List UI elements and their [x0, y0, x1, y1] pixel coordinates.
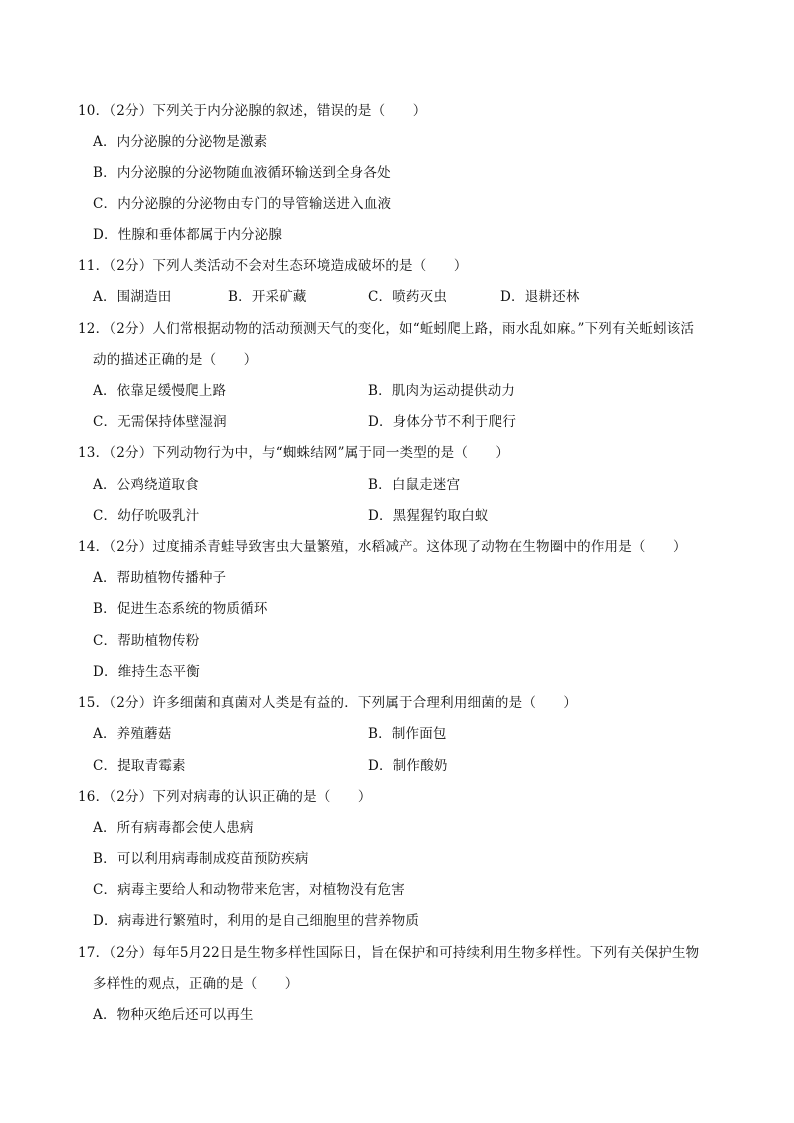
question-15-option-c: C．提取青霉素: [93, 758, 186, 774]
question-12-option-d: D．身体分节不利于爬行: [368, 414, 517, 430]
question-13-stem: 13．（2分）下列动物行为中，与“蜘蛛结网”属于同一类型的是（ ）: [78, 445, 510, 461]
question-16-option-b: B．可以利用病毒制成疫苗预防疾病: [93, 851, 309, 867]
question-16-option-a: A．所有病毒都会使人患病: [93, 820, 254, 836]
question-12-stem: 12．（2分）人们常根据动物的活动预测天气的变化，如“蚯蚓爬上路，雨水乱如麻。”下列有关蚯蚓该活: [78, 321, 695, 337]
question-17-stem-continued: 多样性的观点，正确的是（ ）: [93, 976, 299, 992]
question-11-option-b: B．开采矿藏: [228, 289, 307, 305]
question-10-option-c: C．内分泌腺的分泌物由专门的导管输送进入血液: [93, 196, 392, 212]
question-14-option-c: C．帮助植物传粉: [93, 633, 200, 649]
question-17-option-a: A．物种灭绝后还可以再生: [93, 1007, 254, 1023]
question-10-option-b: B．内分泌腺的分泌物随血液循环输送到全身各处: [93, 165, 391, 181]
question-14-option-b: B．促进生态系统的物质循环: [93, 601, 268, 617]
question-13-option-b: B．白鼠走迷宫: [368, 477, 461, 493]
question-11-option-c: C．喷药灭虫: [368, 289, 448, 305]
question-13-option-a: A．公鸡绕道取食: [93, 477, 199, 493]
question-10-stem: 10．（2分）下列关于内分泌腺的叙述，错误的是（ ）: [78, 103, 427, 119]
question-10-option-a: A．内分泌腺的分泌物是激素: [93, 134, 268, 150]
question-15-stem: 15．（2分）许多细菌和真菌对人类是有益的．下列属于合理利用细菌的是（ ）: [78, 695, 578, 711]
question-14-option-d: D．维持生态平衡: [93, 664, 200, 680]
question-12-option-a: A．依靠足缓慢爬上路: [93, 383, 227, 399]
question-15-option-a: A．养殖蘑菇: [93, 726, 172, 742]
question-15-option-d: D．制作酸奶: [368, 758, 448, 774]
question-12-option-b: B．肌肉为运动提供动力: [368, 383, 516, 399]
question-12-stem-continued: 动的描述正确的是（ ）: [93, 352, 258, 368]
question-13-option-d: D．黑猩猩钓取白蚁: [368, 508, 489, 524]
question-14-option-a: A．帮助植物传播种子: [93, 570, 227, 586]
question-12-option-c: C．无需保持体壁湿润: [93, 414, 227, 430]
question-13-option-c: C．幼仔吮吸乳汁: [93, 508, 200, 524]
question-16-option-c: C．病毒主要给人和动物带来危害，对植物没有危害: [93, 882, 405, 898]
question-16-option-d: D．病毒进行繁殖时，利用的是自己细胞里的营养物质: [93, 913, 420, 929]
question-10-option-d: D．性腺和垂体都属于内分泌腺: [93, 227, 283, 243]
question-14-stem: 14．（2分）过度捕杀青蛙导致害虫大量繁殖，水稻减产。这体现了动物在生物圈中的作用是（ ）: [78, 539, 687, 555]
question-11-option-a: A．围湖造田: [93, 289, 172, 305]
question-16-stem: 16．（2分）下列对病毒的认识正确的是（ ）: [78, 789, 372, 805]
question-17-stem: 17．（2分）每年5月22日是生物多样性国际日，旨在保护和可持续利用生物多样性。下列有关保护生物: [78, 945, 700, 961]
question-11-option-d: D．退耕还林: [500, 289, 580, 305]
question-11-stem: 11．（2分）下列人类活动不会对生态环境造成破坏的是（ ）: [78, 258, 468, 274]
question-15-option-b: B．制作面包: [368, 726, 447, 742]
